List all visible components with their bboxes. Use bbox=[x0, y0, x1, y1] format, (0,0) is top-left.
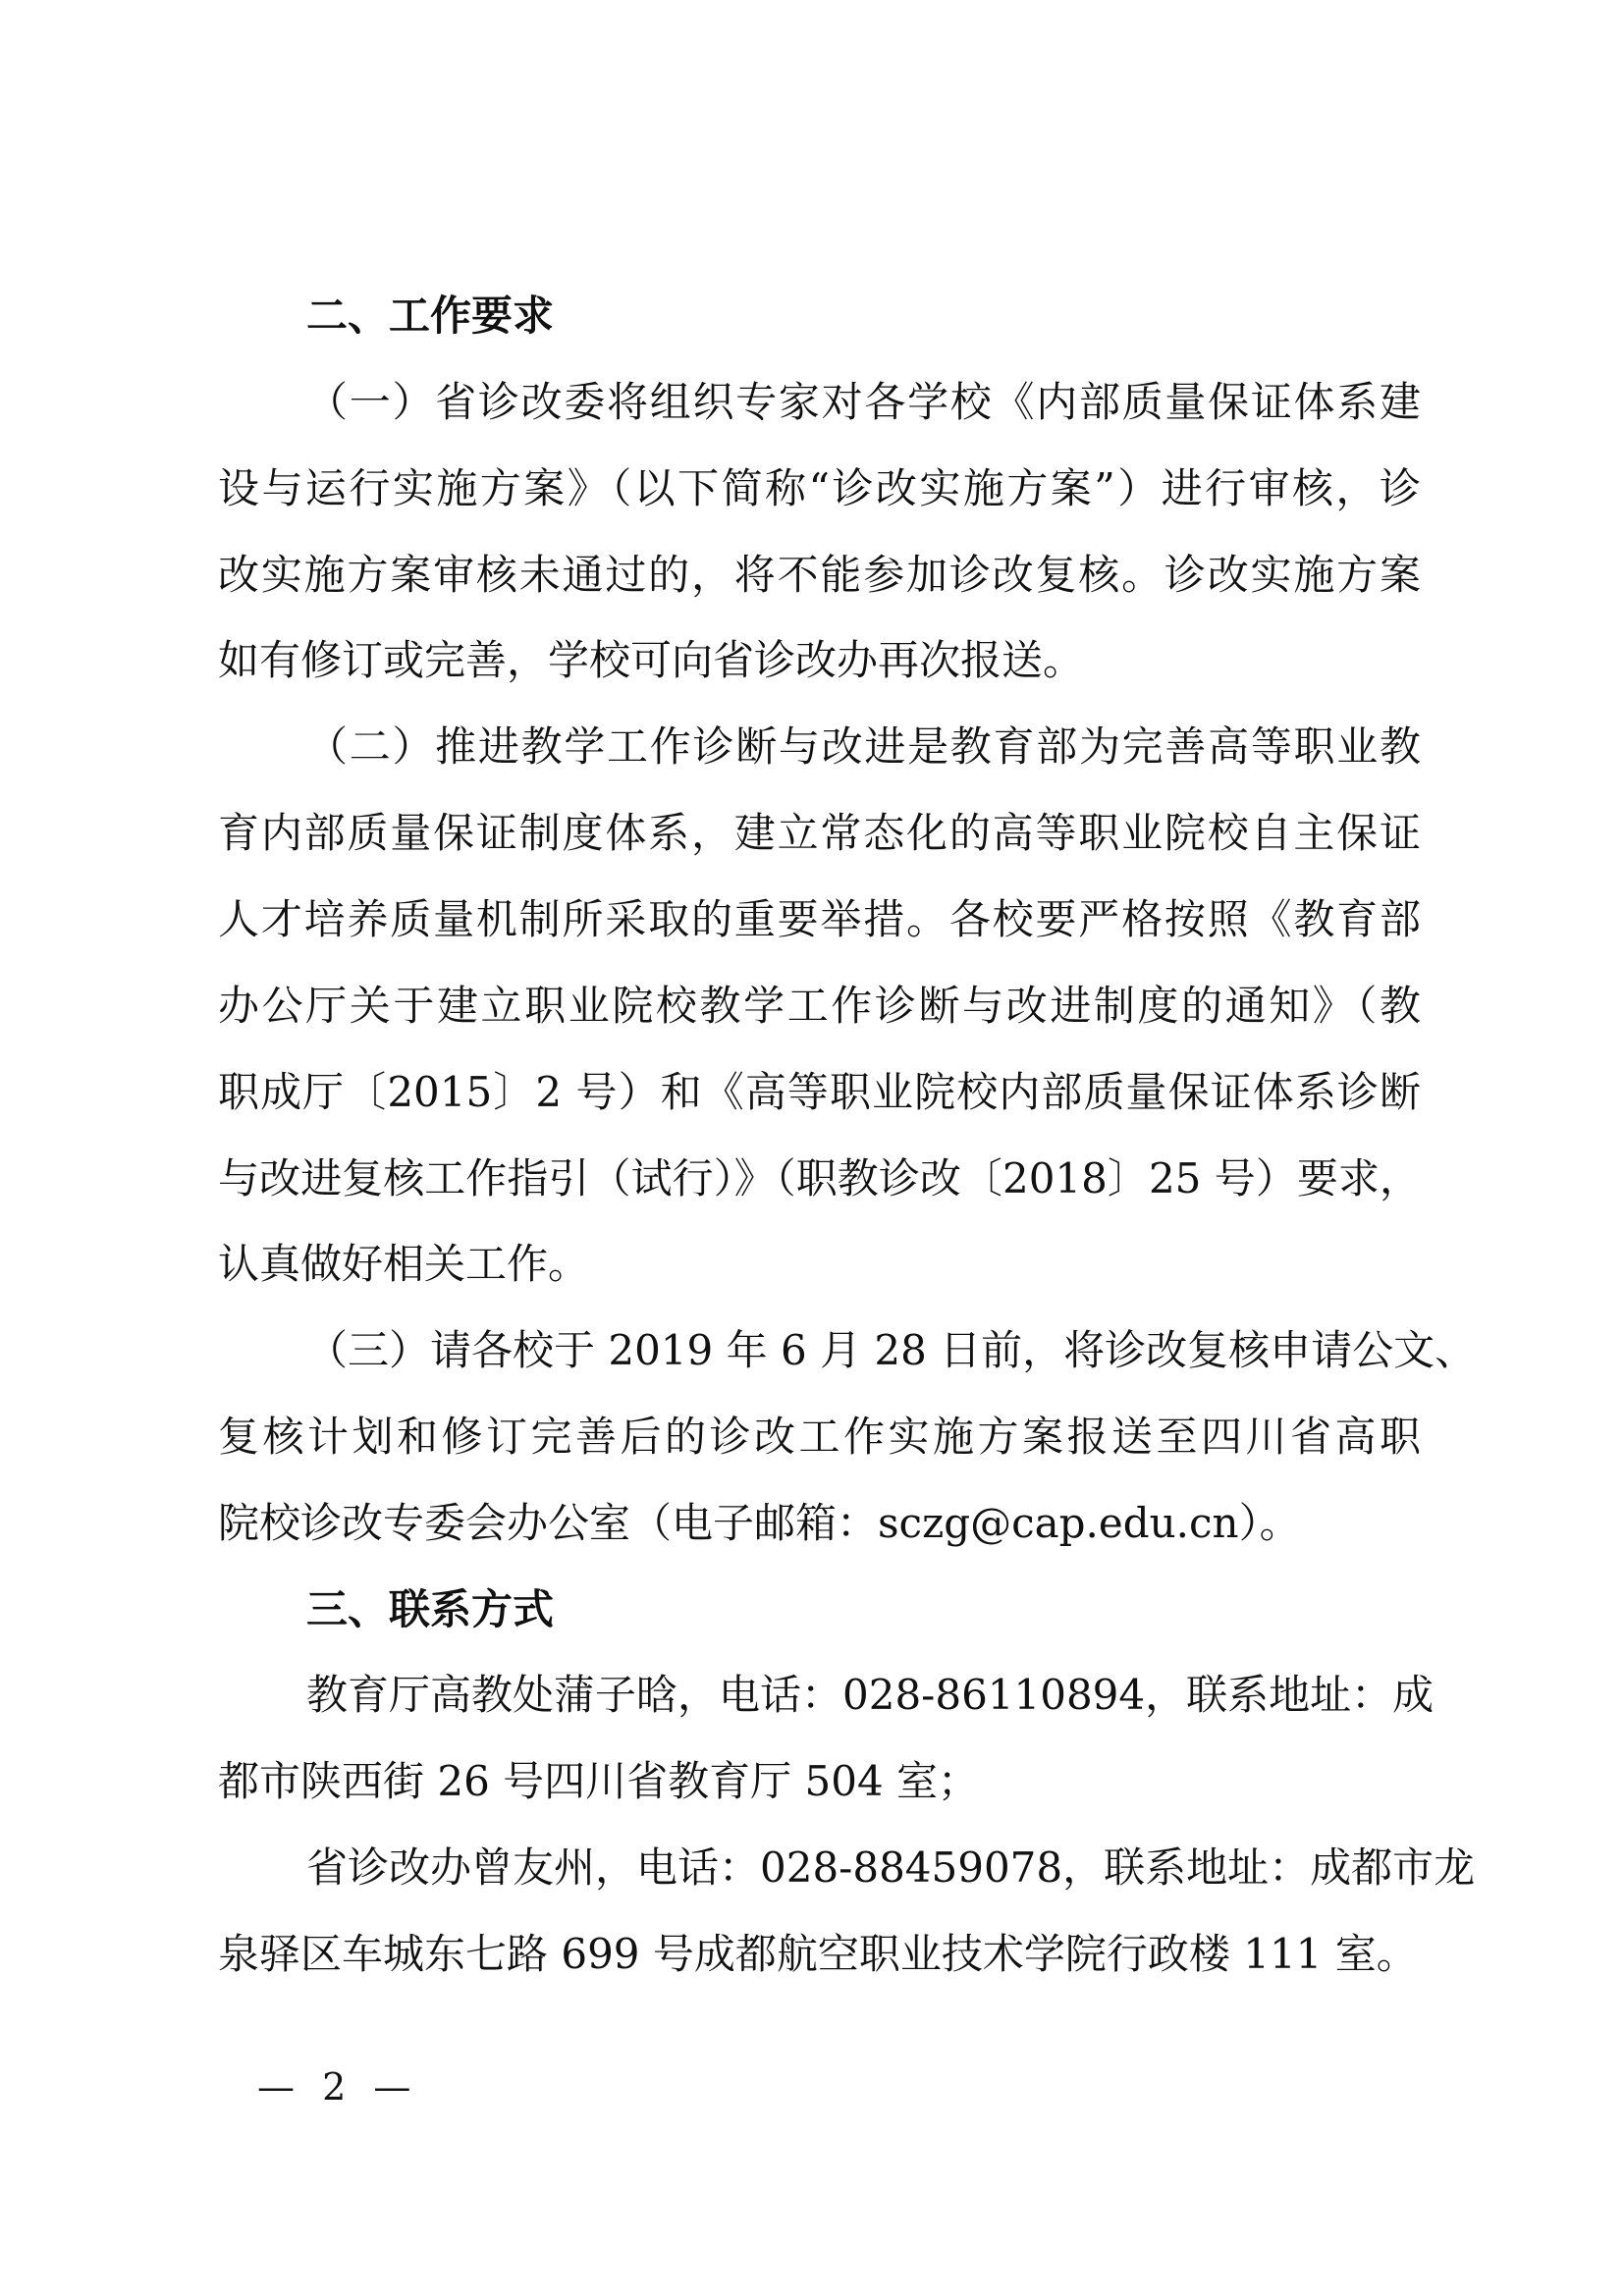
text-line: 职成厅〔2015〕2 号）和《高等职业院校内部质量保证体系诊断 bbox=[218, 1068, 1421, 1116]
text-line: 人才培养质量机制所采取的重要举措。各校要严格按照《教育部 bbox=[218, 895, 1421, 943]
text-line: （三）请各校于 2019 年 6 月 28 日前，将诊改复核申请公文、 bbox=[306, 1326, 1477, 1374]
text-line: （一）省诊改委将组织专家对各学校《内部质量保证体系建 bbox=[306, 378, 1421, 426]
text-line: 办公厅关于建立职业院校教学工作诊断与改进制度的通知》（教 bbox=[218, 982, 1421, 1030]
text-line: 教育厅高教处蒲子晗，电话：028-86110894，联系地址：成 bbox=[306, 1671, 1435, 1719]
text-line: 与改进复核工作指引（试行）》（职教诊改〔2018〕25 号）要求， bbox=[218, 1154, 1421, 1202]
text-line: 省诊改办曾友州，电话：028-88459078，联系地址：成都市龙 bbox=[306, 1843, 1476, 1892]
text-line: 都市陕西街 26 号四川省教育厅 504 室； bbox=[218, 1757, 980, 1805]
text-line: 如有修订或完善，学校可向省诊改办再次报送。 bbox=[218, 636, 1085, 684]
page-number: — 2 — bbox=[257, 2065, 419, 2109]
text-line: 泉驿区车城东七路 699 号成都航空职业技术学院行政楼 111 室。 bbox=[218, 1930, 1418, 1978]
text-line: 育内部质量保证制度体系，建立常态化的高等职业院校自主保证 bbox=[218, 809, 1421, 857]
text-line: （二）推进教学工作诊断与改进是教育部为完善高等职业教 bbox=[306, 722, 1421, 771]
text-line: 认真做好相关工作。 bbox=[218, 1240, 590, 1288]
section-heading-work-requirements: 二、工作要求 bbox=[306, 292, 555, 340]
text-line: 设与运行实施方案》（以下简称“诊改实施方案”）进行审核，诊 bbox=[218, 464, 1421, 512]
text-line-email: 院校诊改专委会办公室（电子邮箱：sczg@cap.edu.cn）。 bbox=[218, 1499, 1301, 1547]
section-heading-contact: 三、联系方式 bbox=[306, 1585, 555, 1633]
text-line: 改实施方案审核未通过的，将不能参加诊改复核。诊改实施方案 bbox=[218, 551, 1421, 599]
text-line: 复核计划和修订完善后的诊改工作实施方案报送至四川省高职 bbox=[218, 1413, 1421, 1461]
